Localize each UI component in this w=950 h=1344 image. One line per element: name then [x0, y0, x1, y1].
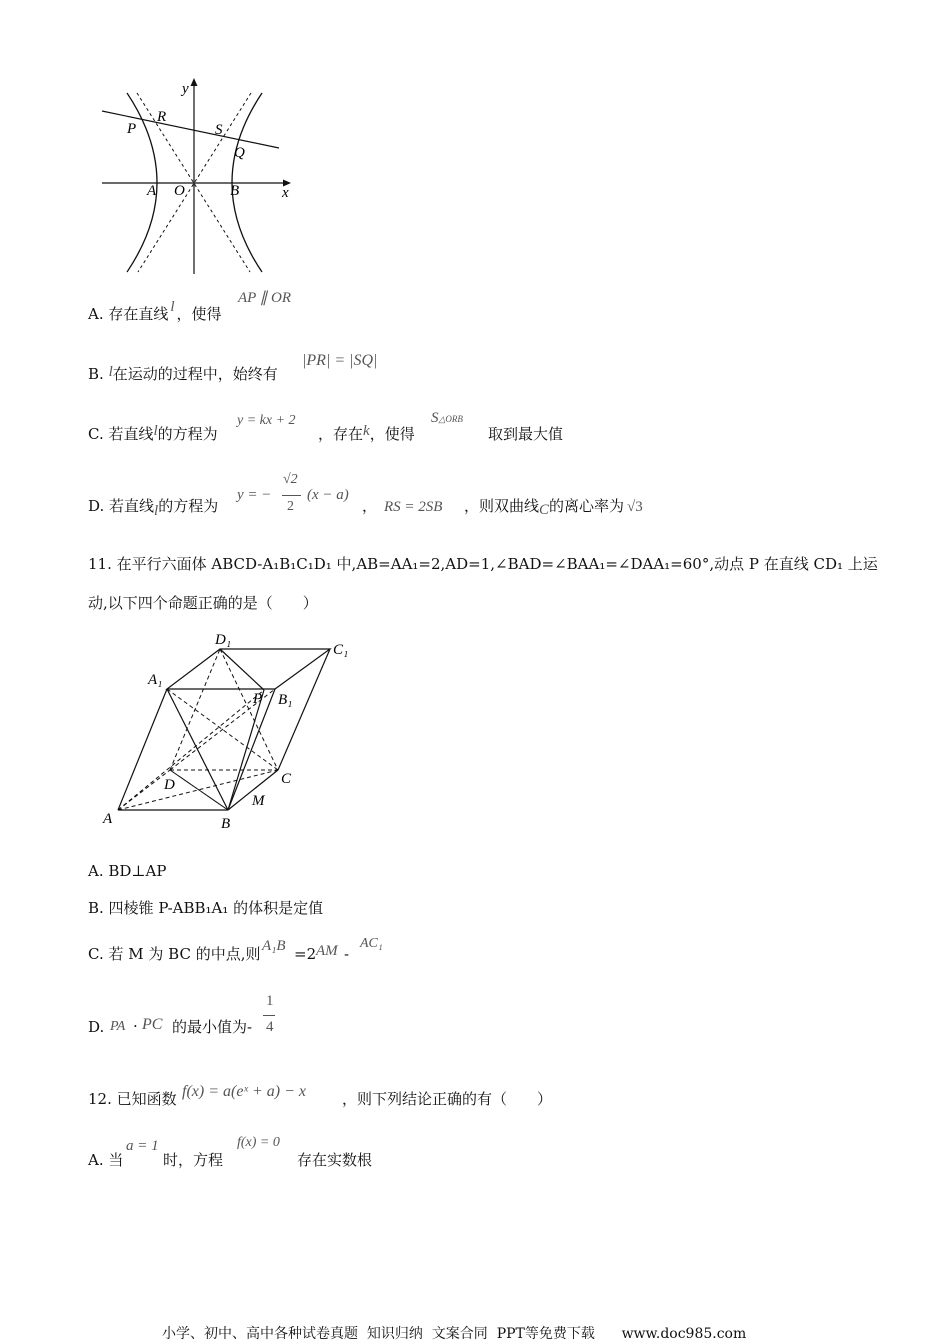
- q10-option-a-math: AP ∥ OR: [238, 290, 292, 306]
- q11-option-d-dot: ·: [133, 1017, 138, 1035]
- q11-option-d-vec1: PA: [110, 1019, 126, 1034]
- q12-option-a-suffix: 存在实数根: [297, 1151, 373, 1169]
- q12-option-a: A. 当: [88, 1151, 124, 1169]
- q11-option-c-vec1: A₁B: [262, 938, 286, 954]
- label-P: P: [127, 121, 137, 137]
- label-B1: B₁: [278, 692, 293, 708]
- q11-option-d-vec2: PC: [142, 1016, 163, 1033]
- q12-option-a-mid: 时，方程: [163, 1151, 224, 1169]
- label-A2: A: [103, 811, 113, 827]
- label-S: S: [215, 122, 223, 138]
- q10-option-c: C. 若直线l的方程为: [88, 423, 218, 443]
- label-Q: Q: [234, 145, 245, 161]
- label-x: x: [282, 185, 289, 201]
- q11-option-c-dash: -: [344, 945, 350, 963]
- q11-option-c: C. 若 M 为 BC 的中点,则: [88, 945, 261, 963]
- label-D: D: [164, 777, 175, 793]
- q11-option-d-bar: [263, 1015, 275, 1016]
- label-C1: C₁: [333, 642, 349, 658]
- label-M: M: [252, 793, 265, 809]
- q10-option-d-comma: ，: [362, 497, 378, 515]
- q10-option-d: D. 若直线l的方程为: [88, 497, 219, 519]
- q10-option-c-cont: ，存在k，使得: [318, 423, 415, 443]
- q11-option-d-mid: 的最小值为-: [172, 1018, 253, 1036]
- q10-option-a: A. 存在直线 l ，使得: [88, 299, 222, 323]
- q10-option-c-area: S△ORB: [431, 410, 463, 426]
- q12-stem-suffix: ，则下列结论正确的有（ ）: [342, 1090, 553, 1108]
- label-A1: A₁: [148, 672, 163, 688]
- q11-option-c-mid: =2: [294, 945, 317, 963]
- q10-option-b-math: |PR| = |SQ|: [302, 352, 378, 369]
- q10-option-d-frac-num: √2: [283, 472, 298, 487]
- label-A: A: [147, 183, 157, 199]
- label-C: C: [281, 771, 292, 787]
- q10-option-c-suffix: 取到最大值: [488, 425, 564, 443]
- label-O: O: [174, 183, 185, 199]
- q12-stem: 12. 已知函数: [88, 1090, 177, 1108]
- page-footer: 小学、初中、高中各种试卷真题 知识归纳 文案合同 PPT等免费下载 www.doc985.com: [162, 1326, 747, 1342]
- parallelepiped-figure: [100, 628, 360, 834]
- label-y: y: [182, 81, 189, 97]
- q11-option-d-den: 4: [266, 1019, 274, 1035]
- q12-function: f(x) = a(eˣ + a) − x: [182, 1083, 306, 1100]
- q11-option-b: B. 四棱锥 P-ABB₁A₁ 的体积是定值: [88, 899, 324, 917]
- q10-option-d-eq-right: (x − a): [307, 487, 349, 503]
- q11-option-c-vec2: AM: [316, 943, 338, 959]
- q10-option-d-cont: ，则双曲线C的离心率为 √3: [464, 497, 643, 518]
- q12-option-a-eq: f(x) = 0: [237, 1135, 280, 1150]
- q10-option-d-frac-den: 2: [287, 499, 294, 514]
- label-P2: P: [253, 691, 263, 707]
- q11-option-d: D.: [88, 1018, 105, 1036]
- q12-option-a-cond: a = 1: [126, 1138, 159, 1154]
- q11-option-d-num: 1: [266, 993, 274, 1009]
- q10-option-d-ratio: RS = 2SB: [384, 499, 443, 515]
- q11-option-c-vec3: AC₁: [360, 936, 383, 951]
- q11-option-a: A. BD⊥AP: [88, 862, 167, 880]
- hyperbola-figure: [95, 70, 305, 282]
- q10-option-b: B. l在运动的过程中，始终有: [88, 364, 278, 383]
- label-D1: D₁: [215, 632, 232, 648]
- label-B2: B: [221, 816, 231, 832]
- label-B: B: [230, 183, 240, 199]
- q11-stem-line1: 11. 在平行六面体 ABCD-A₁B₁C₁D₁ 中,AB=AA₁=2,AD=1,∠BAD=∠BAA₁=∠DAA₁=60°,动点 P 在直线 CD₁ 上运: [88, 555, 878, 573]
- q10-option-c-math: y = kx + 2: [237, 413, 296, 428]
- q10-option-d-eq-left: y = −: [237, 487, 272, 503]
- q11-stem-line2: 动,以下四个命题正确的是（ ）: [88, 594, 318, 612]
- q10-option-d-frac-bar: [282, 495, 301, 496]
- label-R: R: [157, 109, 167, 125]
